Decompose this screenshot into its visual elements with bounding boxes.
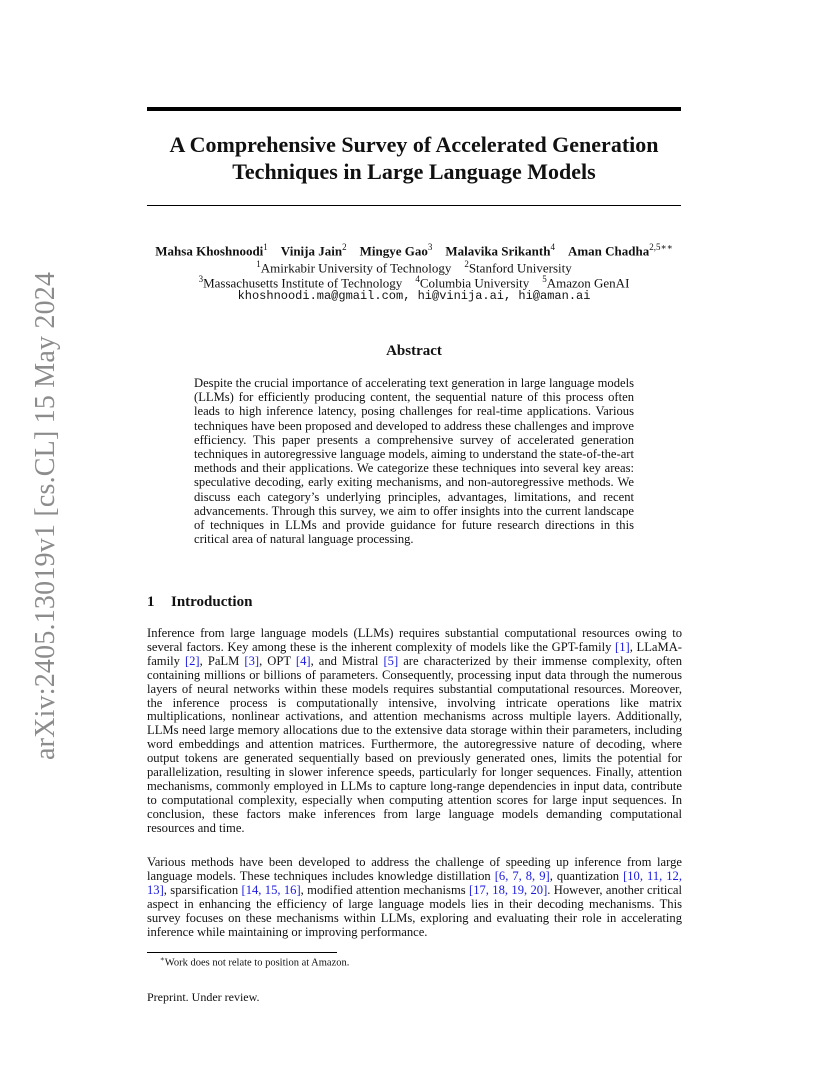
footnote-rule (147, 952, 337, 953)
footnote (160, 955, 349, 969)
affiliation-name: Columbia University (419, 275, 530, 291)
intro-paragraph-2: Various methods have been developed to address the challenge of speeding up inference from large language models. These techniques includes knowledge distillation [6, 7, 8, 9], quantization [10, 11, 12, 13], sparsification [14, 15, 16], modified attention mechanisms [17, 18, 19, 20]. However, another critical aspect in enhancing the efficiency of large language models lies in their decoding mechanisms. This survey focuses on these mechanisms within LLMs, exploring and evaluating their role in accelerating inference while maintaining or improving performance. (147, 855, 682, 939)
section-heading-introduction (147, 594, 252, 611)
affiliation-mark: 4 (415, 274, 420, 284)
citation-link[interactable]: [4] (295, 653, 311, 668)
section-title: Introduction (171, 594, 253, 610)
citation-link[interactable]: [2] (184, 653, 200, 668)
author-affiliation-mark: 2 (342, 242, 347, 252)
intro-paragraph-1: Inference from large language models (LLMs) requires substantial computational resources owing to several factors. Key among these is the inherent complexity of models like the GPT-family [1], LLaMA-family [2], PaLM [3], OPT [4], and Mistral [5] are characterized by their immense complexity, often containing millions or billions of parameters. Consequently, processing input data through the numerous layers of neural networks within these models requires substantial computational resources. Moreover, the inference process is computationally intensive, involving intricate operations like matrix multiplications, nonlinear activations, and attention mechanisms across multiple layers. Additionally, LLMs need large memory allocations due to the extensive data storage within their parameters, including word embeddings and attention matrices. Furthermore, the autoregressive nature of decoding, where output tokens are generated sequentially based on previously generated ones, limits the potential for parallelization, resulting in slower inference speeds, particularly for longer sequences. Finally, attention mechanisms, commonly employed in LLMs to capture long-range dependencies in input data, contribute to computational complexity, especially when computing attention scores for large input sequences. In conclusion, these factors make inferences from large language models demanding computational resources and time. (147, 626, 682, 835)
paper-title: A Comprehensive Survey of Accelerated Generation Techniques in Large Language Models (169, 132, 659, 184)
affiliation-mark: 2 (464, 259, 469, 269)
author-name: Aman Chadha (567, 243, 650, 259)
affiliation-name: Massachusetts Institute of Technology (203, 275, 403, 291)
author-name: Vinija Jain (280, 243, 343, 259)
footnote-mark: ∗ (160, 955, 165, 963)
affiliation-mark: 1 (256, 259, 261, 269)
affiliation-mark: 5 (542, 274, 547, 284)
author-affiliation-mark: 1 (263, 242, 268, 252)
arxiv-sidebar-stamp: arXiv:2405.13019v1 [cs.CL] 15 May 2024 (30, 271, 61, 760)
affiliation-mark: 3 (198, 274, 204, 284)
author-affiliation-mark: 3 (427, 242, 433, 252)
citation-link[interactable]: [3] (244, 653, 260, 668)
citation-link[interactable]: [14, 15, 16] (241, 882, 301, 897)
abstract-heading: Abstract (386, 343, 442, 359)
section-number: 1 (147, 594, 155, 610)
citation-link[interactable]: [17, 18, 19, 20] (469, 882, 548, 897)
author-affiliation-mark: 4 (550, 242, 555, 252)
citation-link[interactable]: [10, 11, 12, 13] (147, 868, 682, 897)
citation-link[interactable]: [5] (383, 653, 399, 668)
title-rule-bottom (147, 205, 681, 206)
title-rule-top (147, 107, 681, 111)
author-name: Mahsa Khoshnoodi (155, 243, 264, 259)
author-name: Mingye Gao (359, 243, 428, 259)
preprint-notice: Preprint. Under review. (147, 990, 260, 1004)
author-affiliation-mark: 2,5∗∗ (649, 242, 673, 252)
footnote-text: Work does not relate to position at Amazon. (164, 957, 350, 969)
abstract-text: Despite the crucial importance of accelerating text generation in large language models (LLMs) for efficiently producing content, the sequential nature of this process often leads to high inference latency, posing challenges for real-time applications. Various techniques have been proposed and developed to address these challenges and improve efficiency. This paper presents a comprehensive survey of accelerated generation techniques in autoregressive language models, aiming to understand the state-of-the-art methods and their applications. We categorize these techniques into several key areas: speculative decoding, early exiting mechanisms, and non-autoregressive methods. We discuss each category’s underlying principles, advantages, limitations, and recent advancements. Through this survey, we aim to offer insights into the current landscape of techniques in LLMs and provide guidance for future research directions in this critical area of natural language processing. (194, 376, 634, 547)
author-emails[interactable]: khoshnoodi.ma@gmail.com, hi@vinija.ai, hi@aman.ai (237, 289, 591, 303)
author-name: Malavika Srikanth (445, 243, 551, 259)
author-list (100, 242, 728, 259)
affiliation-name: Stanford University (468, 260, 572, 276)
affiliation-name: Amazon GenAI (546, 275, 630, 291)
citation-link[interactable]: [1] (615, 639, 630, 654)
affiliation-name: Amirkabir University of Technology (260, 260, 452, 276)
citation-link[interactable]: [6, 7, 8, 9] (494, 868, 550, 883)
